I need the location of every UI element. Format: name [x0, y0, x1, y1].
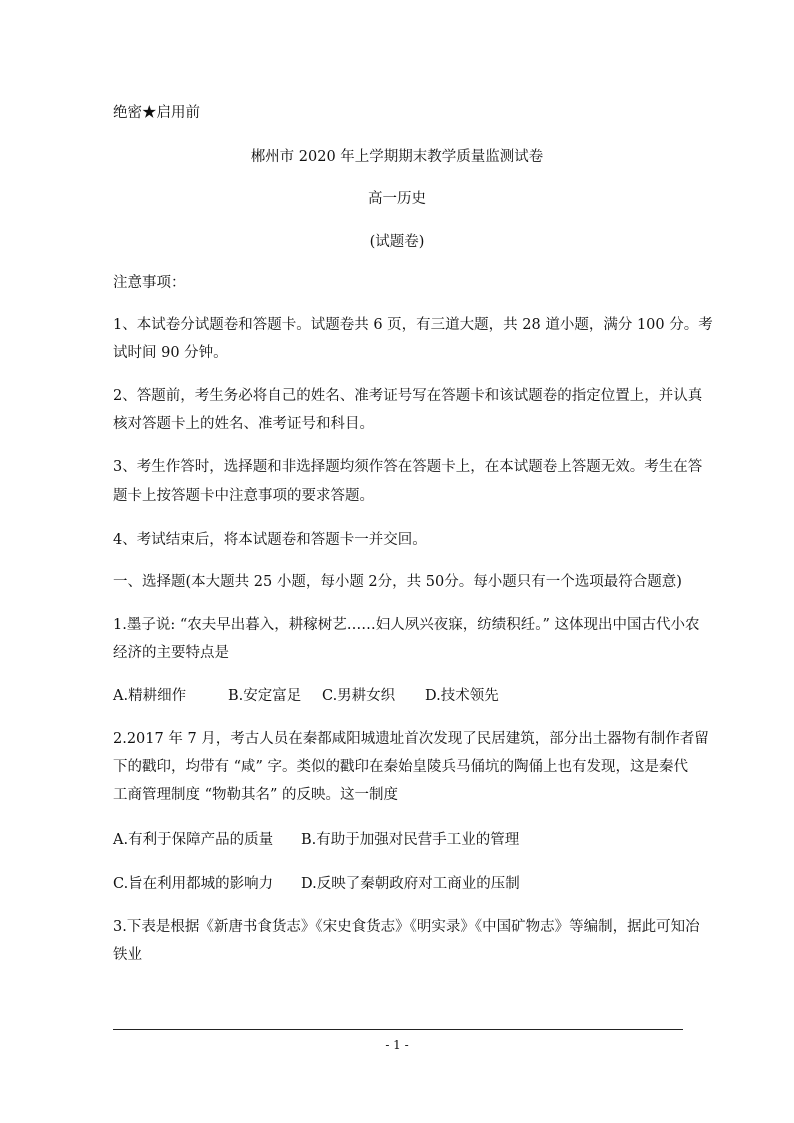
- q1-option-d: D.技术领先: [425, 688, 499, 704]
- secret-label: 绝密★启用前: [113, 105, 200, 121]
- q1-options: [113, 686, 499, 706]
- q2-options-row-2: [113, 874, 520, 894]
- q1-option-b: B.安定富足: [228, 688, 302, 704]
- q2-option-d: D.反映了秦朝政府对工商业的压制: [301, 876, 520, 892]
- subject-title: 高一历史: [368, 191, 426, 207]
- q1-line-2: 经济的主要特点是: [113, 645, 229, 661]
- q2-line-2: 下的戳印，均带有 “咸” 字。类似的戳印在秦始皇陵兵马俑坑的陶俑上也有发现，这是秦代: [113, 759, 689, 775]
- page-number: - 1 -: [385, 1038, 409, 1052]
- q1-line-1: 1.墨子说: “农夫早出暮入，耕稼树艺……妇人夙兴夜寐，纺绩积纴。” 这体现出中国古代小农: [113, 617, 700, 633]
- q3-line-1: 3.下表是根据《新唐书食货志》《宋史食货志》《明实录》《中国矿物志》等编制，据此可知冶: [113, 919, 700, 935]
- q2-option-c: C.旨在利用都城的影响力: [113, 876, 274, 892]
- notes-heading: 注意事项：: [113, 275, 186, 291]
- q2-option-b: B.有助于加强对民营手工业的管理: [301, 832, 520, 848]
- q3-line-2: 铁业: [113, 947, 142, 963]
- q2-options-row-1: [113, 830, 519, 850]
- note-3-line-1: 3、考生作答时，选择题和非选择题均须作答在答题卡上，在本试题卷上答题无效。考生在答: [113, 459, 703, 475]
- note-1-line-2: 试时间 90 分钟。: [113, 345, 228, 361]
- note-2-line-2: 核对答题卡上的姓名、准考证号和科目。: [113, 416, 374, 432]
- paper-type: (试题卷): [369, 234, 425, 250]
- note-4: 4、考试结束后，将本试题卷和答题卡一并交回。: [113, 532, 427, 548]
- q2-option-a: A.有利于保障产品的质量: [113, 832, 274, 848]
- q2-line-3: 工商管理制度 “物勒其名” 的反映。这一制度: [113, 787, 399, 803]
- q1-option-c: C.男耕女织: [322, 688, 396, 704]
- note-3-line-2: 题卡上按答题卡中注意事项的要求答题。: [113, 488, 374, 504]
- section-1-heading: 一、选择题(本大题共 25 小题，每小题 2分，共 50分。每小题只有一个选项最符合题意): [113, 574, 682, 590]
- footer-divider: [113, 1029, 683, 1030]
- note-2-line-1: 2、答题前，考生务必将自己的姓名、准考证号写在答题卡和该试题卷的指定位置上，并认真: [113, 388, 703, 404]
- q1-option-a: A.精耕细作: [113, 688, 187, 704]
- q2-line-1: 2.2017 年 7 月，考古人员在秦都咸阳城遗址首次发现了民居建筑，部分出土器物有制作者留: [113, 731, 709, 747]
- exam-title: 郴州市 2020 年上学期期末教学质量监测试卷: [250, 149, 544, 165]
- note-1-line-1: 1、本试卷分试题卷和答题卡。试题卷共 6 页，有三道大题，共 28 道小题，满分 100 分。考: [113, 317, 713, 333]
